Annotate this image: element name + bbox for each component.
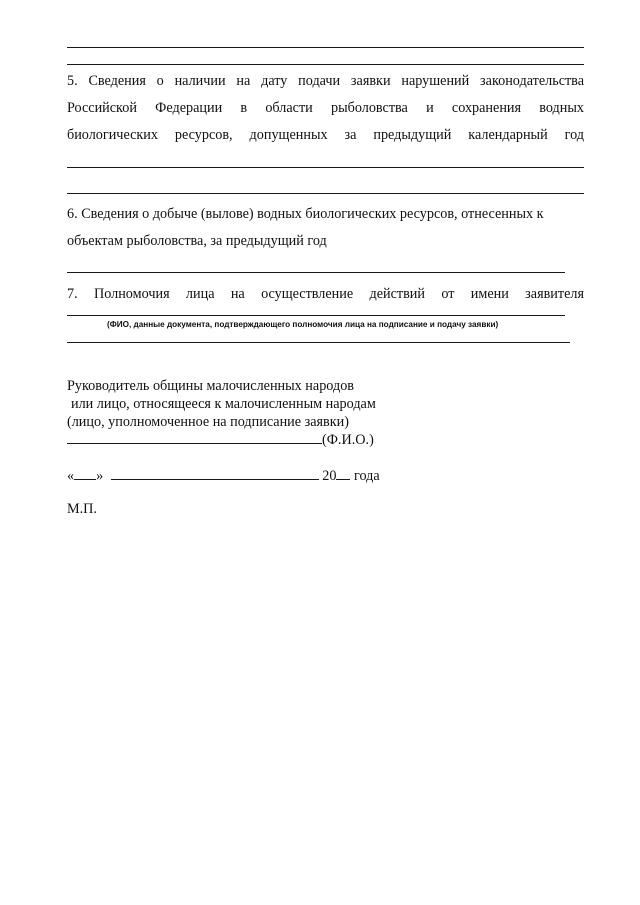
- stamp-label: М.П.: [67, 501, 97, 517]
- signer-title-line-1: Руководитель общины малочисленных народов: [67, 378, 354, 394]
- blank-line: [67, 272, 565, 273]
- blank-line: [67, 193, 584, 194]
- signature-fio-line: [67, 430, 374, 449]
- section-5-line-2: Российской Федерации в области рыболовства и сохранения водных: [67, 100, 584, 116]
- signer-title-line-3: (лицо, уполномоченное на подписание заявки): [67, 414, 349, 430]
- quote-close: »: [96, 468, 104, 484]
- blank-line: [67, 64, 584, 65]
- blank-line: [67, 342, 570, 343]
- signature-blank: [67, 430, 322, 444]
- quote-open: «: [67, 468, 75, 484]
- year-prefix: 20: [322, 468, 337, 484]
- year-suffix: года: [354, 468, 380, 484]
- day-blank: [74, 466, 96, 480]
- fio-label: (Ф.И.О.): [322, 432, 374, 448]
- signer-title-line-2: или лицо, относящееся к малочисленным народам: [71, 396, 376, 412]
- date-line: [67, 466, 380, 485]
- section-7-caption: (ФИО, данные документа, подтверждающего полномочия лица на подписание и подачу заявки): [107, 320, 499, 329]
- section-5-line-1: 5. Сведения о наличии на дату подачи заявки нарушений законодательства: [67, 73, 584, 89]
- section-6-line-2: объектам рыболовства, за предыдущий год: [67, 233, 327, 249]
- blank-line: [67, 47, 584, 48]
- section-5-line-3: биологических ресурсов, допущенных за предыдущий календарный год: [67, 127, 584, 143]
- month-blank: [111, 466, 319, 480]
- section-6-line-1: 6. Сведения о добыче (вылове) водных биологических ресурсов, отнесенных к: [67, 206, 544, 222]
- blank-line: [67, 167, 584, 168]
- section-7-line-1: 7. Полномочия лица на осуществление действий от имени заявителя: [67, 286, 584, 302]
- year-blank: [336, 466, 350, 480]
- blank-line: [67, 315, 565, 316]
